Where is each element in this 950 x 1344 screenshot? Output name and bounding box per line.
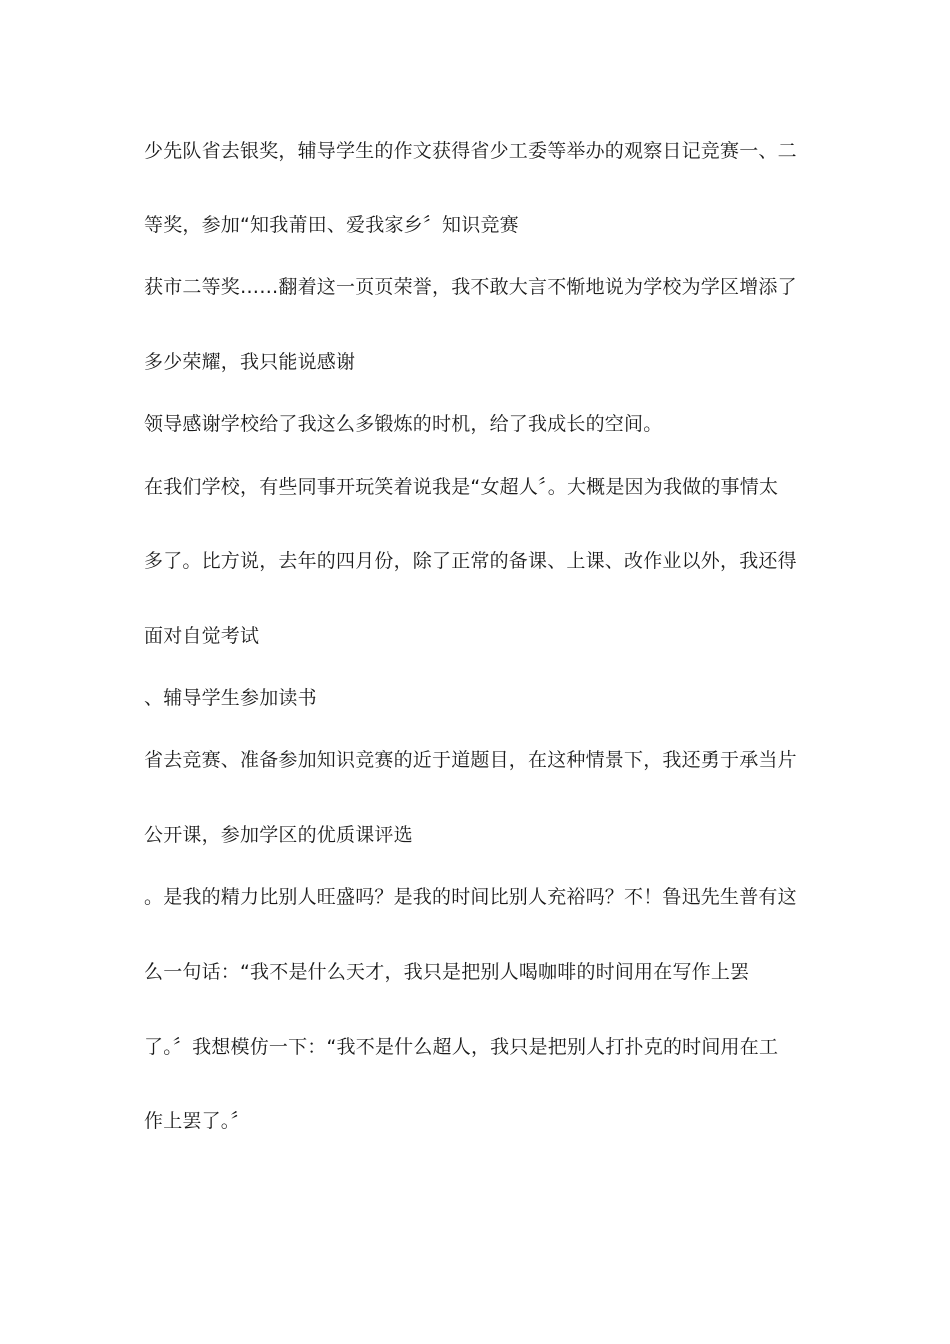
text-line: 少先队省去银奖，辅导学生的作文获得省少工委等举办的观察日记竞赛一、二 [144,140,797,162]
text-line: 多了。比方说，去年的四月份，除了正常的备课、上课、改作业以外，我还得 [144,550,797,572]
text-line: 面对自觉考试 [144,625,260,647]
text-line: 领导感谢学校给了我这么多锻炼的时机，给了我成长的空间。 [144,413,663,435]
text-line: 作上罢了。〞 [144,1110,250,1132]
text-line: 等奖，参加“知我莆田、爱我家乡〞知识竞赛 [144,214,519,236]
text-line: 省去竞赛、准备参加知识竞赛的近于道题目，在这种情景下，我还勇于承当片 [144,749,797,771]
text-line: 获市二等奖……翻着这一页页荣誉，我不敢大言不惭地说为学校为学区增添了 [144,276,797,298]
text-line: 多少荣耀，我只能说感谢 [144,351,356,373]
text-line: 么一句话：“我不是什么天才，我只是把别人喝咖啡的时间用在写作上罢 [144,961,750,983]
text-line: 公开课，参加学区的优质课评选 [144,824,413,846]
text-line: 了。〞我想模仿一下：“我不是什么超人，我只是把别人打扑克的时间用在工 [144,1036,779,1058]
text-line: 、辅导学生参加读书 [144,687,317,709]
text-line: 。是我的精力比别人旺盛吗？是我的时间比别人充裕吗？不！鲁迅先生普有这 [144,886,797,908]
text-line: 在我们学校，有些同事开玩笑着说我是“女超人〞。大概是因为我做的事情太 [144,476,779,498]
